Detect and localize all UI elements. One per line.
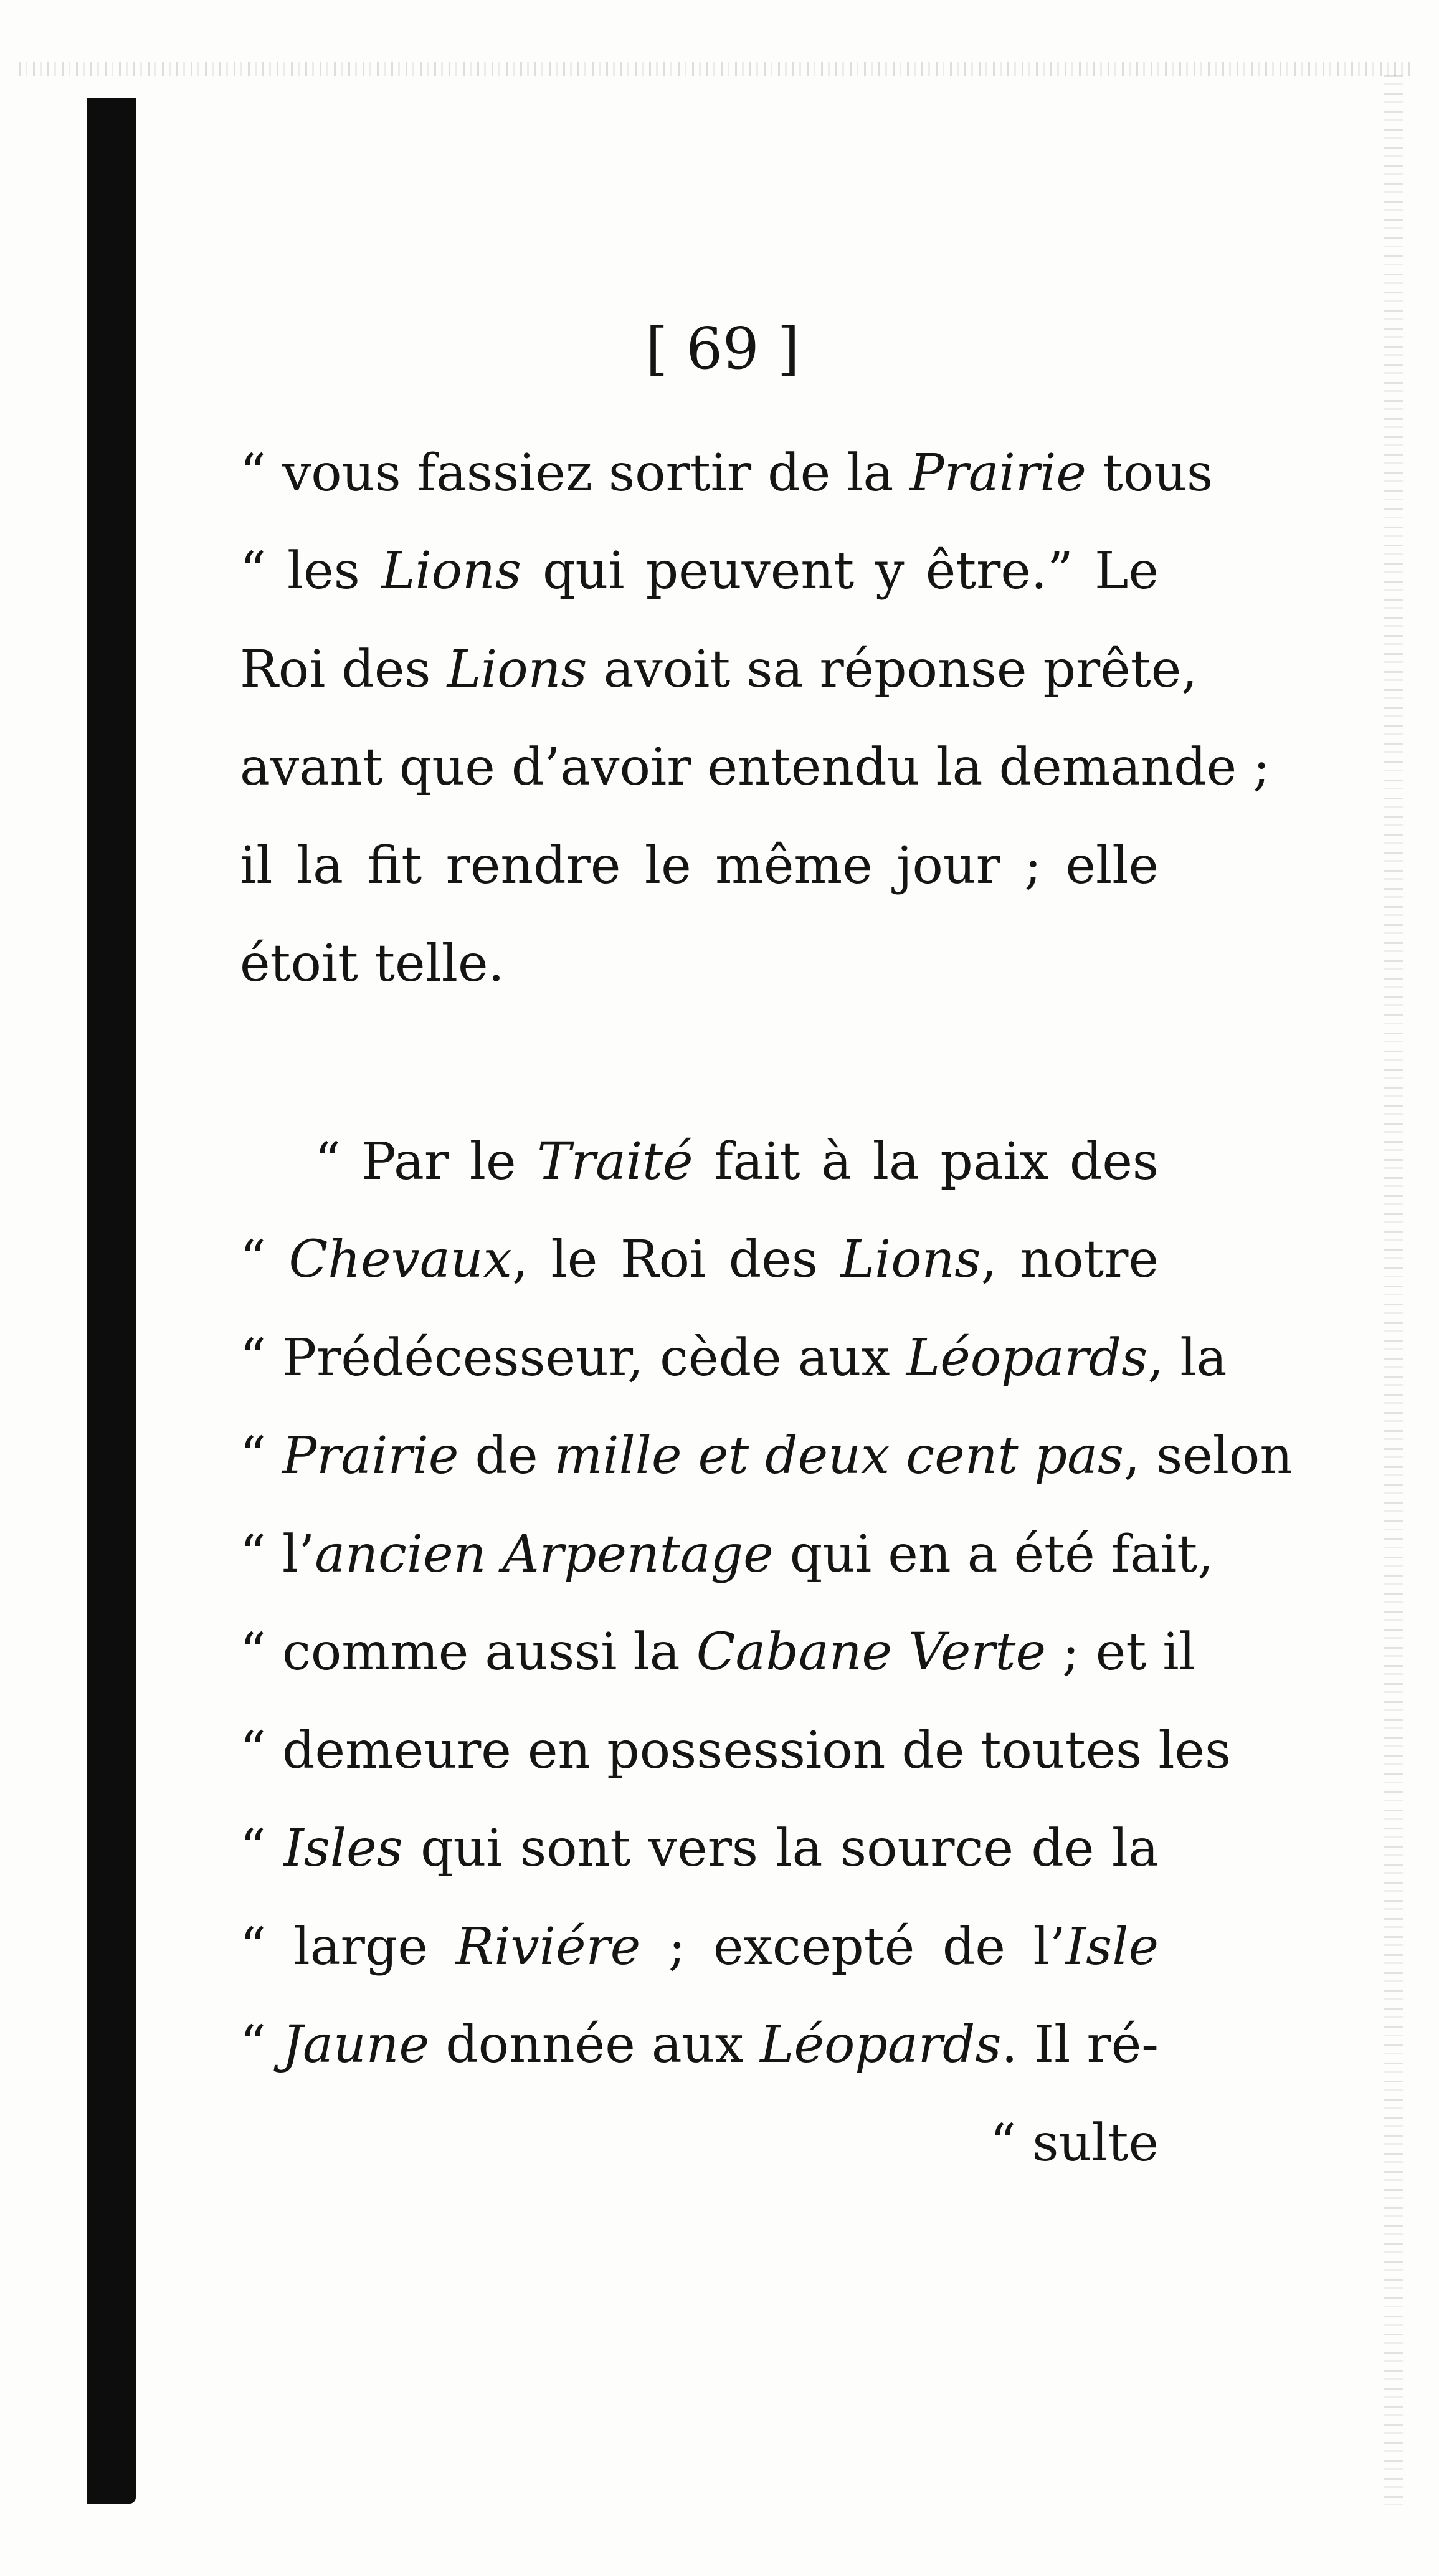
text-segment: avoit sa réponse prête, — [587, 640, 1198, 699]
text-segment: qui sont vers la source de la — [402, 1819, 1159, 1878]
text-line — [240, 1321, 1227, 1396]
text-segment: avant que d’avoir entendu la demande ; — [240, 738, 1270, 797]
text-segment: de — [458, 1426, 554, 1486]
text-line — [240, 1125, 1159, 1200]
text-line — [240, 632, 1198, 707]
text-line — [240, 1419, 1293, 1494]
italic-text: Isles — [283, 1819, 403, 1878]
italic-text: Prairie — [282, 1426, 459, 1486]
italic-text: Prairie — [909, 444, 1086, 503]
text-segment: étoit telle. — [240, 934, 505, 993]
text-segment: qui peuvent y être.” Le — [521, 541, 1159, 601]
italic-text: ancien Arpentage — [315, 1525, 774, 1584]
text-segment: “ — [240, 1819, 284, 1878]
text-segment: “ — [240, 1230, 289, 1289]
page-number — [0, 312, 1439, 386]
text-line — [240, 1615, 1195, 1690]
text-segment: qui en a été fait, — [773, 1525, 1214, 1584]
italic-text: Riviére — [455, 1917, 641, 1977]
text-segment: , le Roi des — [511, 1230, 841, 1289]
text-segment: ; excepté de l’ — [640, 1917, 1066, 1977]
text-segment: “ — [240, 1426, 282, 1486]
page-number-text: [ 69 ] — [645, 315, 800, 382]
text-segment: il la fit rendre le même jour ; elle — [240, 836, 1159, 895]
text-segment: fait à la paix des — [693, 1132, 1159, 1191]
text-line — [240, 1714, 1232, 1788]
italic-text: Jaune — [282, 2015, 430, 2074]
text-segment: Roi des — [240, 640, 447, 699]
text-line — [240, 2008, 1159, 2082]
text-line — [240, 730, 1270, 805]
text-segment: “ demeure en possession de toutes les — [240, 1721, 1232, 1780]
italic-text: Léopards — [906, 1329, 1148, 1388]
text-segment: “ les — [240, 541, 381, 601]
text-line — [240, 2106, 1159, 2181]
text-segment: . Il ré- — [1001, 2015, 1159, 2074]
italic-text: Isle — [1065, 1917, 1159, 1977]
text-segment: “ large — [240, 1917, 456, 1977]
text-line — [240, 829, 1159, 904]
text-segment: “ — [240, 2015, 283, 2074]
text-line — [240, 1811, 1159, 1886]
text-segment: “ Prédécesseur, cède aux — [240, 1329, 906, 1388]
text-segment: donnée aux — [429, 2015, 761, 2074]
text-line — [240, 927, 1159, 1001]
text-segment: “ vous fassiez sortir de la — [240, 444, 910, 503]
text-segment: , selon — [1124, 1426, 1293, 1486]
text-segment: , la — [1147, 1329, 1227, 1388]
text-line — [240, 436, 1213, 511]
italic-text: Chevaux — [288, 1230, 512, 1289]
text-line — [240, 1910, 1159, 1985]
text-segment: tous — [1086, 444, 1213, 503]
text-line — [240, 1223, 1159, 1297]
page-top-edge — [19, 62, 1414, 76]
text-segment: , notre — [981, 1230, 1159, 1289]
italic-text: Traité — [537, 1132, 693, 1191]
text-line — [240, 534, 1159, 609]
text-segment: “ l’ — [240, 1525, 315, 1584]
italic-text: Léopards — [760, 2015, 1002, 2074]
text-line — [240, 1517, 1214, 1592]
text-segment: ; et il — [1046, 1623, 1195, 1682]
text-segment: “ comme aussi la — [240, 1623, 696, 1682]
italic-text: Lions — [840, 1230, 981, 1289]
italic-text: Cabane Verte — [696, 1623, 1047, 1682]
page-right-edge — [1384, 75, 1403, 2505]
text-segment: “ Par le — [315, 1132, 538, 1191]
text-segment: “ sulte — [990, 2114, 1159, 2173]
italic-text: mille et deux cent pas — [554, 1426, 1124, 1486]
book-binding-strip — [87, 98, 136, 2504]
italic-text: Lions — [381, 541, 521, 601]
italic-text: Lions — [447, 640, 587, 699]
